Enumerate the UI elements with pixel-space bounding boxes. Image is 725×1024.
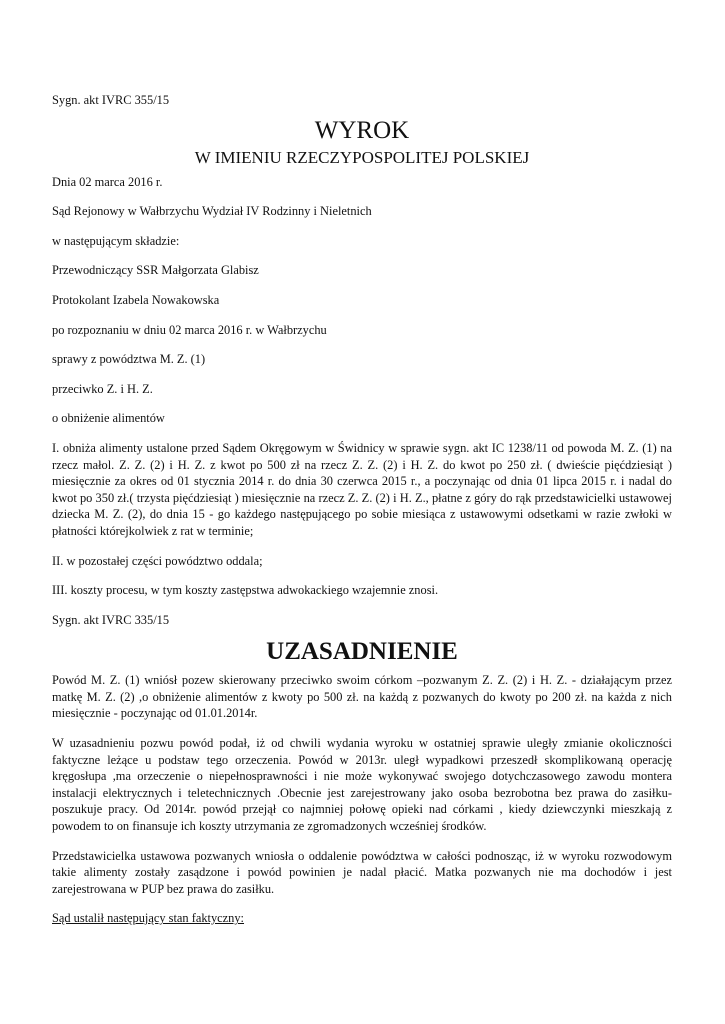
- case-reference-2: Sygn. akt IVRC 335/15: [52, 612, 170, 627]
- case-claimant: sprawy z powództwa M. Z. (1): [52, 352, 206, 367]
- hearing-info: po rozpoznaniu w dniu 02 marca 2016 r. w Wałbrzychu: [52, 322, 327, 337]
- judgment-title: WYROK: [314, 116, 410, 144]
- court-name: Sąd Rejonowy w Wałbrzychu Wydział IV Rodzinny i Nieletnich: [52, 204, 372, 219]
- ruling-point-2: II. w pozostałej części powództwo oddala;: [52, 553, 263, 568]
- composition-label: w następującym składzie:: [52, 233, 180, 248]
- ruling-point-3: III. koszty procesu, w tym koszty zastępstwa adwokackiego wzajemnie znosi.: [52, 583, 439, 598]
- justification-paragraph-2: W uzasadnieniu pozwu powód podał, iż od chwili wydania wyroku w ostatniej sprawie uległy zmianie okoliczności faktyczne leżące u podstaw tego orzeczenia. Powód w 2013r. uległ wypadkowi przeszedł skomplikowaną operację kręgosłupa ,ma orzeczenie o niepełnosprawności i nie może wykonywać swojego dotychczasowego zawodu montera instalacji elektrycznych i teletechnicznych .Obecnie jest zarejestrowany jako osoba bezrobotna bez prawa do zasiłku- poszukuje pracy. Od 2014r. powód przejął co najmniej połowę opieki nad córkami , kiedy dziewczynki mieszkają z powodem to on finansuje ich koszty utrzymania ze zgromadzonych wcześniej środków.: [52, 736, 672, 834]
- justification-title: UZASADNIENIE: [266, 638, 458, 666]
- judgment-date: Dnia 02 marca 2016 r.: [52, 174, 163, 189]
- case-subject: o obniżenie alimentów: [52, 411, 165, 426]
- presiding-judge: Przewodniczący SSR Małgorzata Glabisz: [52, 263, 259, 278]
- case-defendants: przeciwko Z. i H. Z.: [52, 381, 153, 396]
- justification-paragraph-3: Przedstawicielka ustawowa pozwanych wniosła o oddalenie powództwa w całości podnosząc, iż w wyroku rozwodowym takie alimenty zostały zasądzone i powód powinien je nadal płacić. Matka pozwanych nie ma dochodów i jest zarejestrowana w PUP bez prawa do zasiłku.: [52, 848, 672, 896]
- facts-heading: Sąd ustalił następujący stan faktyczny:: [52, 911, 245, 926]
- document-page: [52, 92, 672, 927]
- ruling-point-1: I. obniża alimenty ustalone przed Sądem Okręgowym w Świdnicy w sprawie sygn. akt IC 1238/11 od powoda M. Z. (1) na rzecz małol. Z. Z. (2) i H. Z. z kwot po 500 zł na rzecz Z. Z. (2) i H. Z. do kwot po 250 zł. ( dwieście pięćdziesiąt ) miesięcznie za okres od 01 stycznia 2014 r. do dnia 30 czerwca 2015 r., a poczynając od dnia 01 lipca 2015 r. i nadal do kwot po 350 zł.( trzysta pięćdziesiąt ) miesięcznie na rzecz Z. Z. (2) i H. Z., płatne z góry do rąk przedstawicielki ustawowej dziecka M. Z. (2), do dnia 15 - go każdego następującego po sobie miesiąca z ustawowymi odsetkami w razie zwłoki w płatności którejkolwiek z rat w terminie;: [52, 440, 672, 538]
- court-clerk: Protokolant Izabela Nowakowska: [52, 292, 220, 307]
- judgment-subtitle: W IMIENIU RZECZYPOSPOLITEJ POLSKIEJ: [194, 147, 530, 167]
- case-reference: Sygn. akt IVRC 355/15: [52, 93, 170, 107]
- justification-paragraph-1: Powód M. Z. (1) wniósł pozew skierowany przeciwko swoim córkom –pozwanym Z. Z. (2) i H. Z. - działającym przez matkę M. Z. (2) ,o obniżenie alimentów z kwoty po 500 zł. na każdą z pozwanych do kwoty po 200 zł. na każda z nich miesięcznie - poczynając od 01.01.2014r.: [52, 673, 672, 721]
